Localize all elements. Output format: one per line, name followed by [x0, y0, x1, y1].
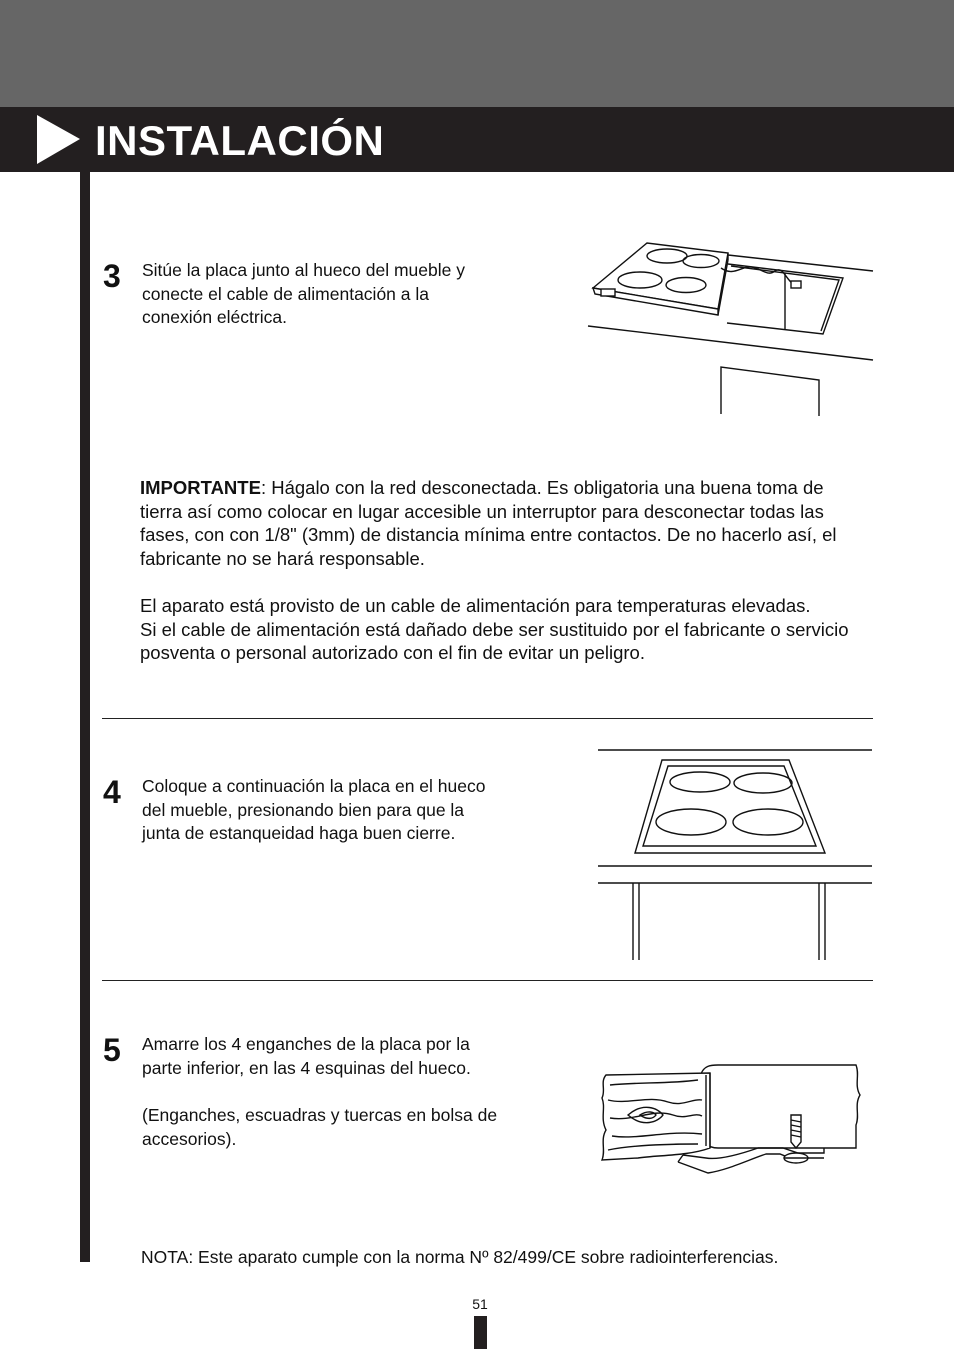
step-4-text: [142, 775, 485, 846]
step-4-number: 4: [103, 774, 121, 810]
text-line: junta de estanqueidad haga buen cierre.: [142, 823, 456, 844]
page-title: INSTALACIÓN: [95, 117, 385, 164]
text-line: posventa o personal autorizado con el fin de evitar un peligro.: [140, 642, 645, 663]
important-paragraph: [140, 476, 837, 570]
text-line: El aparato está provisto de un cable de alimentación para temperaturas elevadas.: [140, 595, 811, 616]
text-line: conexión eléctrica.: [142, 307, 287, 328]
play-arrow-icon: [37, 115, 81, 165]
text-line: Coloque a continuación la placa en el hueco: [142, 776, 486, 796]
text-line: (Enganches, escuadras y tuercas en bolsa de: [142, 1105, 498, 1126]
text-line: IMPORTANTE: Hágalo con la red desconectada. Es obligatoria una buena toma de: [140, 477, 824, 498]
cable-notice-paragraph: [140, 594, 849, 665]
text-line: del mueble, presionando bien para que la: [142, 799, 465, 820]
left-margin-rule: [80, 172, 90, 1262]
step-3-text: [142, 259, 465, 330]
text-line: fabricante no se hará responsable.: [140, 547, 425, 569]
text-line: accesorios).: [142, 1128, 237, 1149]
important-label: IMPORTANTE: [140, 477, 261, 498]
section-divider: [102, 718, 873, 719]
top-band: [0, 0, 954, 107]
text-line: Amarre los 4 enganches de la placa por la: [142, 1034, 470, 1054]
regulation-note: NOTA: Este aparato cumple con la norma Nº 82/499/CE sobre radiointerferencias.: [141, 1247, 779, 1267]
text-line: fases, con con 1/8" (3mm) de distancia mínima entre contactos. De no hacerlo así, el: [140, 524, 837, 545]
section-divider: [102, 980, 873, 981]
text-line: parte inferior, en las 4 esquinas del hueco.: [142, 1057, 471, 1078]
step-5-number: 5: [103, 1032, 121, 1068]
text-line: tierra así como colocar en lugar accesible un interruptor para desconectar todas las: [140, 500, 824, 522]
hob-insertion-illustration: [595, 745, 875, 965]
hob-connection-illustration: [585, 238, 877, 420]
text-line: Si el cable de alimentación está dañado debe ser sustituido por el fabricante o servicio: [140, 618, 849, 640]
step-5-text: [142, 1033, 497, 1152]
fixing-clamp-illustration: [598, 1060, 866, 1180]
step-3-number: 3: [103, 258, 121, 294]
page-number: 51: [472, 1296, 488, 1312]
text-line: Sitúe la placa junto al hueco del mueble y: [142, 260, 465, 280]
text-line: conecte el cable de alimentación a la: [142, 283, 429, 304]
page-marker: [474, 1316, 487, 1349]
